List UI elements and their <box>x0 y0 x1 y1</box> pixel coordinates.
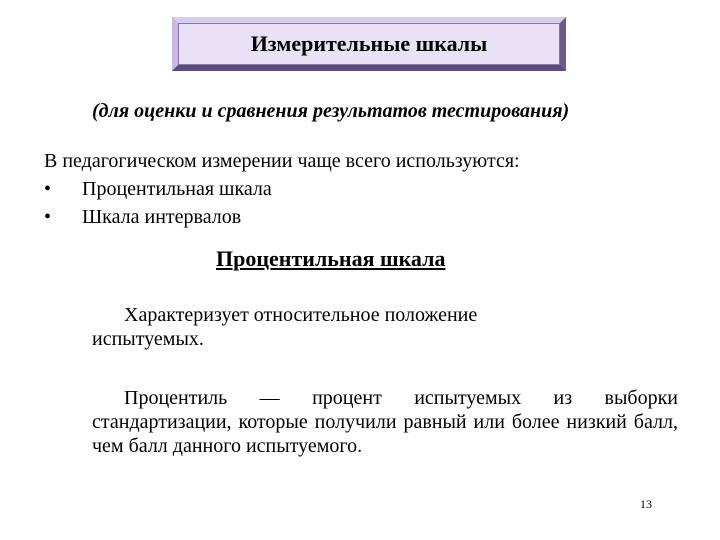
page-number: 13 <box>640 497 652 511</box>
intro-text: В педагогическом измерении чаще всего используются: <box>44 150 520 172</box>
slide-title: Измерительные шкалы <box>250 31 488 56</box>
bullet-text: Шкала интервалов <box>82 206 242 228</box>
paragraph-definition: Характеризует относительное положение испытуемых. <box>92 304 478 350</box>
title-box-inner <box>178 23 560 65</box>
bullet-icon: • <box>44 206 52 228</box>
paragraph-percentile: Процентиль — процент испытуемых из выборки стандартизации, которые получили равный или более низкий балл, чем балл данного испытуемого. <box>92 387 678 457</box>
bullet-list <box>44 178 272 234</box>
slide-subtitle: (для оценки и сравнения результатов тестирования) <box>92 100 570 122</box>
bullet-text: Процентильная шкала <box>82 178 272 200</box>
title-box <box>172 17 566 71</box>
bullet-item <box>44 178 272 206</box>
bullet-item <box>44 206 272 234</box>
section-heading: Процентильная шкала <box>216 246 446 271</box>
bullet-icon: • <box>44 178 52 200</box>
